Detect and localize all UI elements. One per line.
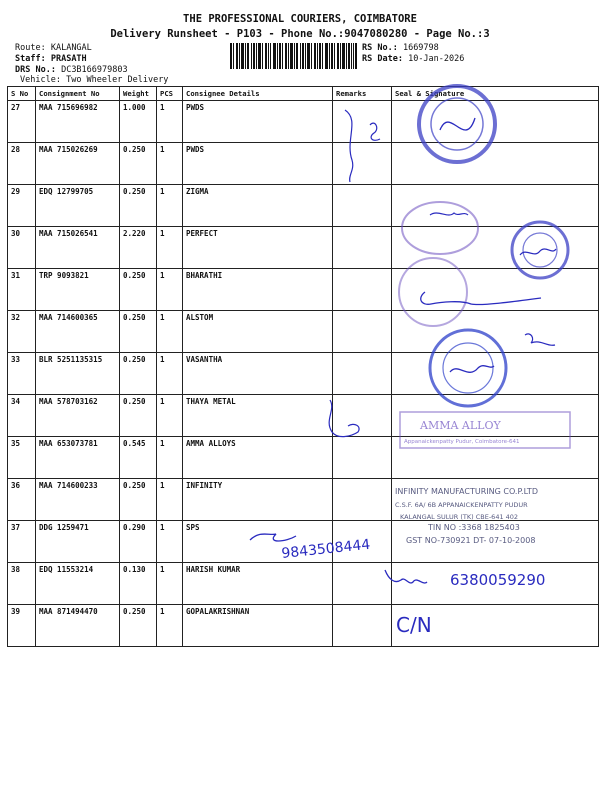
rs-date-line bbox=[362, 54, 464, 64]
cell-sno: 28 bbox=[8, 143, 36, 185]
cell-consignment: MAA 715696982 bbox=[36, 101, 120, 143]
cell-pcs: 1 bbox=[157, 605, 183, 647]
cell-seal bbox=[392, 269, 599, 311]
cell-pcs: 1 bbox=[157, 395, 183, 437]
infinity-line-2: C.S.F. 6A/ 6B APPANAICKENPATTY PUDUR bbox=[395, 501, 528, 509]
cell-weight: 0.250 bbox=[120, 479, 157, 521]
cell-weight: 0.545 bbox=[120, 437, 157, 479]
cell-sno: 27 bbox=[8, 101, 36, 143]
cell-consignment: MAA 714600233 bbox=[36, 479, 120, 521]
cell-sno: 34 bbox=[8, 395, 36, 437]
cell-consignment: BLR 5251135315 bbox=[36, 353, 120, 395]
cell-consignee: THAYA METAL bbox=[183, 395, 333, 437]
runsheet-subtitle: Delivery Runsheet - P103 - Phone No.:9047080280 - Page No.:3 bbox=[110, 28, 490, 40]
cell-weight: 0.250 bbox=[120, 353, 157, 395]
cell-pcs: 1 bbox=[157, 227, 183, 269]
cell-pcs: 1 bbox=[157, 353, 183, 395]
cell-consignee: ALSTOM bbox=[183, 311, 333, 353]
cell-remarks bbox=[333, 395, 392, 437]
runsheet-table bbox=[7, 86, 599, 647]
cell-seal bbox=[392, 101, 599, 143]
handwritten-phone-37: 9843508444 bbox=[280, 536, 372, 562]
table-row bbox=[8, 269, 599, 311]
cell-seal bbox=[392, 479, 599, 521]
cell-seal bbox=[392, 605, 599, 647]
table-row bbox=[8, 143, 599, 185]
cell-consignment: EDQ 11553214 bbox=[36, 563, 120, 605]
cell-consignment: EDQ 12799705 bbox=[36, 185, 120, 227]
cell-consignee: VASANTHA bbox=[183, 353, 333, 395]
cell-sno: 32 bbox=[8, 311, 36, 353]
infinity-line-1: INFINITY MANUFACTURING CO.P.LTD bbox=[395, 487, 538, 496]
cell-seal bbox=[392, 227, 599, 269]
cell-remarks bbox=[333, 563, 392, 605]
cell-sno: 33 bbox=[8, 353, 36, 395]
rs-date-label: RS Date: bbox=[362, 54, 403, 64]
vehicle-line bbox=[20, 75, 168, 85]
rs-no-value: 1669798 bbox=[402, 43, 439, 53]
cell-remarks bbox=[333, 143, 392, 185]
infinity-tin: TIN NO :3368 1825403 bbox=[428, 523, 520, 532]
route-line bbox=[15, 43, 92, 53]
cell-weight: 0.250 bbox=[120, 269, 157, 311]
cell-weight: 0.250 bbox=[120, 395, 157, 437]
cell-pcs: 1 bbox=[157, 437, 183, 479]
col-sno: S No bbox=[8, 87, 36, 101]
cell-sno: 35 bbox=[8, 437, 36, 479]
cell-weight: 0.130 bbox=[120, 563, 157, 605]
cell-remarks bbox=[333, 227, 392, 269]
table-row bbox=[8, 437, 599, 479]
cell-seal bbox=[392, 185, 599, 227]
cell-remarks bbox=[333, 521, 392, 563]
col-consignment: Consignment No bbox=[36, 87, 120, 101]
table-row bbox=[8, 521, 599, 563]
cell-weight: 0.250 bbox=[120, 605, 157, 647]
cell-remarks bbox=[333, 479, 392, 521]
cell-weight: 0.250 bbox=[120, 311, 157, 353]
cell-pcs: 1 bbox=[157, 311, 183, 353]
cell-seal bbox=[392, 395, 599, 437]
table-row bbox=[8, 563, 599, 605]
col-consignee: Consignee Details bbox=[183, 87, 333, 101]
cell-consignment: MAA 715026269 bbox=[36, 143, 120, 185]
cell-consignment: TRP 9093821 bbox=[36, 269, 120, 311]
cell-sno: 37 bbox=[8, 521, 36, 563]
cell-consignment: DDG 1259471 bbox=[36, 521, 120, 563]
cell-seal bbox=[392, 353, 599, 395]
amma-alloy-title: AMMA ALLOY bbox=[420, 419, 501, 432]
cell-consignee: ZIGMA bbox=[183, 185, 333, 227]
barcode-image bbox=[230, 43, 357, 69]
cell-consignee: PWDS bbox=[183, 143, 333, 185]
cell-seal bbox=[392, 563, 599, 605]
cell-consignee: HARISH KUMAR bbox=[183, 563, 333, 605]
cell-remarks bbox=[333, 437, 392, 479]
vehicle-value: Two Wheeler Delivery bbox=[66, 75, 169, 85]
cell-pcs: 1 bbox=[157, 563, 183, 605]
cell-seal bbox=[392, 311, 599, 353]
drs-label: DRS No.: bbox=[15, 65, 56, 75]
vehicle-label: Vehicle: bbox=[20, 75, 61, 85]
cell-pcs: 1 bbox=[157, 143, 183, 185]
table-row bbox=[8, 311, 599, 353]
cell-weight: 0.290 bbox=[120, 521, 157, 563]
cell-sno: 30 bbox=[8, 227, 36, 269]
cell-consignee: AMMA ALLOYS bbox=[183, 437, 333, 479]
cell-sno: 38 bbox=[8, 563, 36, 605]
cell-consignee: BHARATHI bbox=[183, 269, 333, 311]
route-value: KALANGAL bbox=[50, 43, 92, 53]
cell-weight: 0.250 bbox=[120, 143, 157, 185]
rs-date-value: 10-Jan-2026 bbox=[408, 54, 465, 64]
cell-pcs: 1 bbox=[157, 185, 183, 227]
cell-consignment: MAA 871494470 bbox=[36, 605, 120, 647]
table-header-row bbox=[8, 87, 599, 101]
cell-pcs: 1 bbox=[157, 521, 183, 563]
cell-consignee: GOPALAKRISHNAN bbox=[183, 605, 333, 647]
col-pcs: PCS bbox=[157, 87, 183, 101]
cell-remarks bbox=[333, 185, 392, 227]
cell-remarks bbox=[333, 353, 392, 395]
cell-pcs: 1 bbox=[157, 269, 183, 311]
table-row bbox=[8, 227, 599, 269]
table-row bbox=[8, 101, 599, 143]
cell-consignment: MAA 714600365 bbox=[36, 311, 120, 353]
staff-label: Staff: bbox=[15, 54, 46, 64]
amma-alloy-address: Appanaickenpatty Pudur, Coimbatore-641 bbox=[404, 439, 520, 445]
cell-seal bbox=[392, 521, 599, 563]
cell-weight: 1.000 bbox=[120, 101, 157, 143]
route-label: Route: bbox=[15, 43, 46, 53]
drs-line bbox=[15, 65, 128, 75]
cell-remarks bbox=[333, 605, 392, 647]
cell-consignment: MAA 715026541 bbox=[36, 227, 120, 269]
col-remarks: Remarks bbox=[333, 87, 392, 101]
staff-line bbox=[15, 54, 87, 64]
rs-no-line bbox=[362, 43, 439, 53]
cell-seal bbox=[392, 143, 599, 185]
drs-value: DC3B166979803 bbox=[61, 65, 128, 75]
cell-sno: 31 bbox=[8, 269, 36, 311]
cell-weight: 2.220 bbox=[120, 227, 157, 269]
cell-sno: 39 bbox=[8, 605, 36, 647]
col-seal: Seal & Signature bbox=[392, 87, 599, 101]
cell-consignee: PERFECT bbox=[183, 227, 333, 269]
cell-pcs: 1 bbox=[157, 479, 183, 521]
infinity-gst: GST NO-730921 DT- 07-10-2008 bbox=[406, 536, 536, 545]
cell-consignment: MAA 653073781 bbox=[36, 437, 120, 479]
cell-consignee: INFINITY bbox=[183, 479, 333, 521]
company-title: THE PROFESSIONAL COURIERS, COIMBATORE bbox=[183, 13, 417, 25]
rs-no-label: RS No.: bbox=[362, 43, 398, 53]
table-row bbox=[8, 479, 599, 521]
cell-consignee: SPS bbox=[183, 521, 333, 563]
staff-value: PRASATH bbox=[50, 54, 87, 64]
table-row bbox=[8, 395, 599, 437]
cell-remarks bbox=[333, 101, 392, 143]
cell-sno: 29 bbox=[8, 185, 36, 227]
table-row bbox=[8, 185, 599, 227]
cell-sno: 36 bbox=[8, 479, 36, 521]
cell-seal bbox=[392, 437, 599, 479]
cell-remarks bbox=[333, 269, 392, 311]
table-row bbox=[8, 353, 599, 395]
cell-consignee: PWDS bbox=[183, 101, 333, 143]
cell-remarks bbox=[333, 311, 392, 353]
handwritten-cin: C/N bbox=[396, 613, 432, 637]
col-weight: Weight bbox=[120, 87, 157, 101]
cell-consignment: MAA 578703162 bbox=[36, 395, 120, 437]
table-row bbox=[8, 605, 599, 647]
handwritten-phone-38: 6380059290 bbox=[450, 571, 546, 589]
infinity-line-3: KALANGAL SULUR (TK) CBE-641 402 bbox=[400, 513, 519, 521]
cell-pcs: 1 bbox=[157, 101, 183, 143]
cell-weight: 0.250 bbox=[120, 185, 157, 227]
